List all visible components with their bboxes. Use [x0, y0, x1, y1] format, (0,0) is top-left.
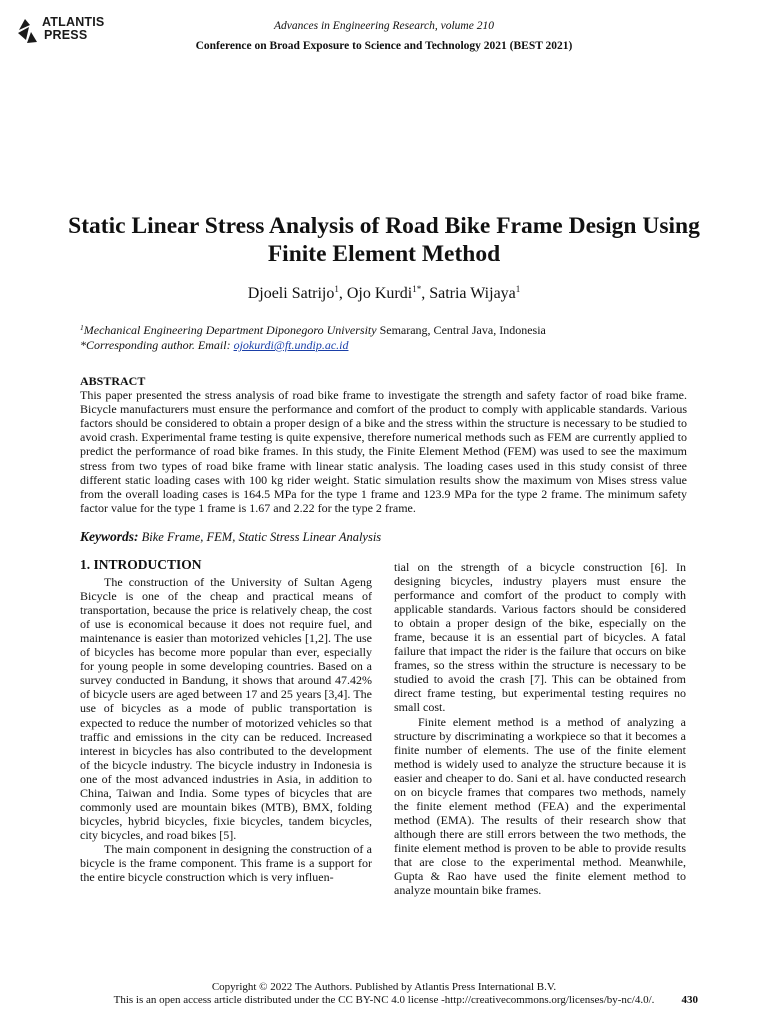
author-affiliation-mark: 1: [515, 284, 521, 294]
author-name: Ojo Kurdi: [346, 285, 413, 302]
author-list: Djoeli Satrijo$^1$, Ojo Kurdi$^{1*}$, Satria Wijaya$^1$: [247, 284, 521, 302]
keywords-text: Bike Frame, FEM, Static Stress Linear Analysis: [141, 530, 382, 544]
affiliation-location: Semarang, Central Java, Indonesia: [376, 323, 546, 337]
right-column: [394, 560, 686, 897]
abstract-heading: ABSTRACT: [80, 374, 146, 388]
page-number: 430: [681, 994, 698, 1006]
series-title: Advances in Engineering Research, volume 210: [274, 20, 494, 32]
author-affiliation-mark: 1: [334, 284, 339, 294]
affiliation-department: Mechanical Engineering Department Diponegoro University: [83, 323, 377, 337]
body-paragraph: The main component in designing the construction of a bicycle is the frame component. This frame is a support for the entire bicycle construction which is very influen-: [80, 841, 372, 885]
corresponding-author-label: *Corresponding author. Email:: [80, 338, 234, 352]
left-column: [80, 558, 372, 884]
abstract-text: This paper presented the stress analysis of road bike frame to investigate the strength and safety factor of road bike frame. Bicycle manufacturers must ensure the performance and comfort of the product to comply with applicable standards. Various factors should be considered to obtain a proper design of a bike and the stress within the structure is necessary to be studied to avoid crash. Experimental frame testing is quite expensive, therefore numerical methods such as FEM are currently applied to predict the performance of road bike frames. In this study, the Finite Element Method (FEM) was used to see the maximum stress from two types of road bike frame with linear static analysis. The loading cases used in this study consist of three different static loading cases with 100 kg rider weight. Static simulation results show the maximum von Mises stress value from the overall loading cases is 164.5 MPa for the type 1 frame and 123.9 MPa for the type 2 frame. The minimum safety factor value for the type 1 frame is 1.67 and 2.22 for the type 2 frame.: [80, 388, 687, 515]
body-paragraph: The construction of the University of Sultan Ageng Bicycle is one of the cheap and practical means of transportation, because the price is relatively cheap, the cost of use is economical because it does not require fuel, and maintenance is easier than motorized vehicles [1,2]. The use of bicycles has become more popular than ever, especially for young people in some developing countries. Based on a survey conducted in Bandung, it shows that around 47.42% of bicycle users are aged between 17 and 25 years [3,4]. The use of bicycles as a mode of public transportation is expected to reduce the number of motorized vehicles so that traffic and emissions in the city can be reduced. Increased interest in bicycles has also contributed to the development of the bicycle industry. The bicycle industry in Indonesia is one of the most advanced industries in Asia, in addition to China, Taiwan and India. Some types of bicycles that are commonly used are mountain bikes (MTB), BMX, folding bicycles, hybrid bicycles, fixie bicycles, tandem bicycles, city bicycles, and road bikes [5].: [80, 575, 372, 842]
affiliation-mark: 1: [80, 323, 84, 332]
abstract-section: [80, 374, 687, 515]
section-heading-introduction: 1. INTRODUCTION: [80, 557, 202, 572]
affiliation-block: [80, 323, 690, 353]
corresponding-author-line: [80, 338, 690, 353]
body-paragraph: Finite element method is a method of analyzing a structure by discriminating a workpiece so that it becomes a finite number of elements. The use of the finite element method is widely used to analyze the structure because it is easier and cheaper to do. Sani et al. have conducted research on on bicycle frames that compares two methods, namely the finite element method (FEA) and the experimental method (EMA). The results of their research show that although there are still errors between the two methods, the finite element method is proven to be able to provide results that are close to the experimental method. Meanwhile, Gupta & Rao have used the finite element method to analyze mountain bike frames.: [394, 714, 686, 898]
keywords-label: Keywords:: [80, 529, 139, 544]
author-affiliation-mark: 1*: [412, 284, 422, 294]
author-name: Satria Wijaya: [429, 285, 516, 302]
conference-title: Conference on Broad Exposure to Science and Technology 2021 (BEST 2021): [195, 40, 573, 52]
author-name: Djoeli Satrijo: [247, 285, 335, 302]
keywords-line: [80, 529, 687, 545]
publisher-name-line1: ATLANTIS: [42, 15, 105, 29]
body-paragraph: tial on the strength of a bicycle construction [6]. In designing bicycles, industry players must ensure the performance and comfort of the product to comply with applicable standards. Various factors should be considered to obtain a proper design of the bike, especially on the frame, because it is an essential part of bicycles. A fatal failure that impact the rider is the failure that occurs on bike frames, so the stress within the structure is necessary to be studied to avoid the crash [7]. This can be obtained from direct frame testing, but experimental testing requires no small cost.: [394, 560, 686, 715]
paper-title: Static Linear Stress Analysis of Road Bike Frame Design Using Finite Element Method: [68, 213, 700, 267]
affiliation-line: [80, 323, 690, 338]
footer-copyright: Copyright © 2022 The Authors. Published by Atlantis Press International B.V.: [211, 981, 557, 993]
footer-license: This is an open access article distributed under the CC BY-NC 4.0 license -http://creativecommons.org/licenses/by-nc/4.0/.: [113, 994, 655, 1006]
publisher-name-line2: PRESS: [44, 28, 88, 42]
corresponding-email-link[interactable]: ojokurdi@ft.undip.ac.id: [233, 338, 349, 352]
